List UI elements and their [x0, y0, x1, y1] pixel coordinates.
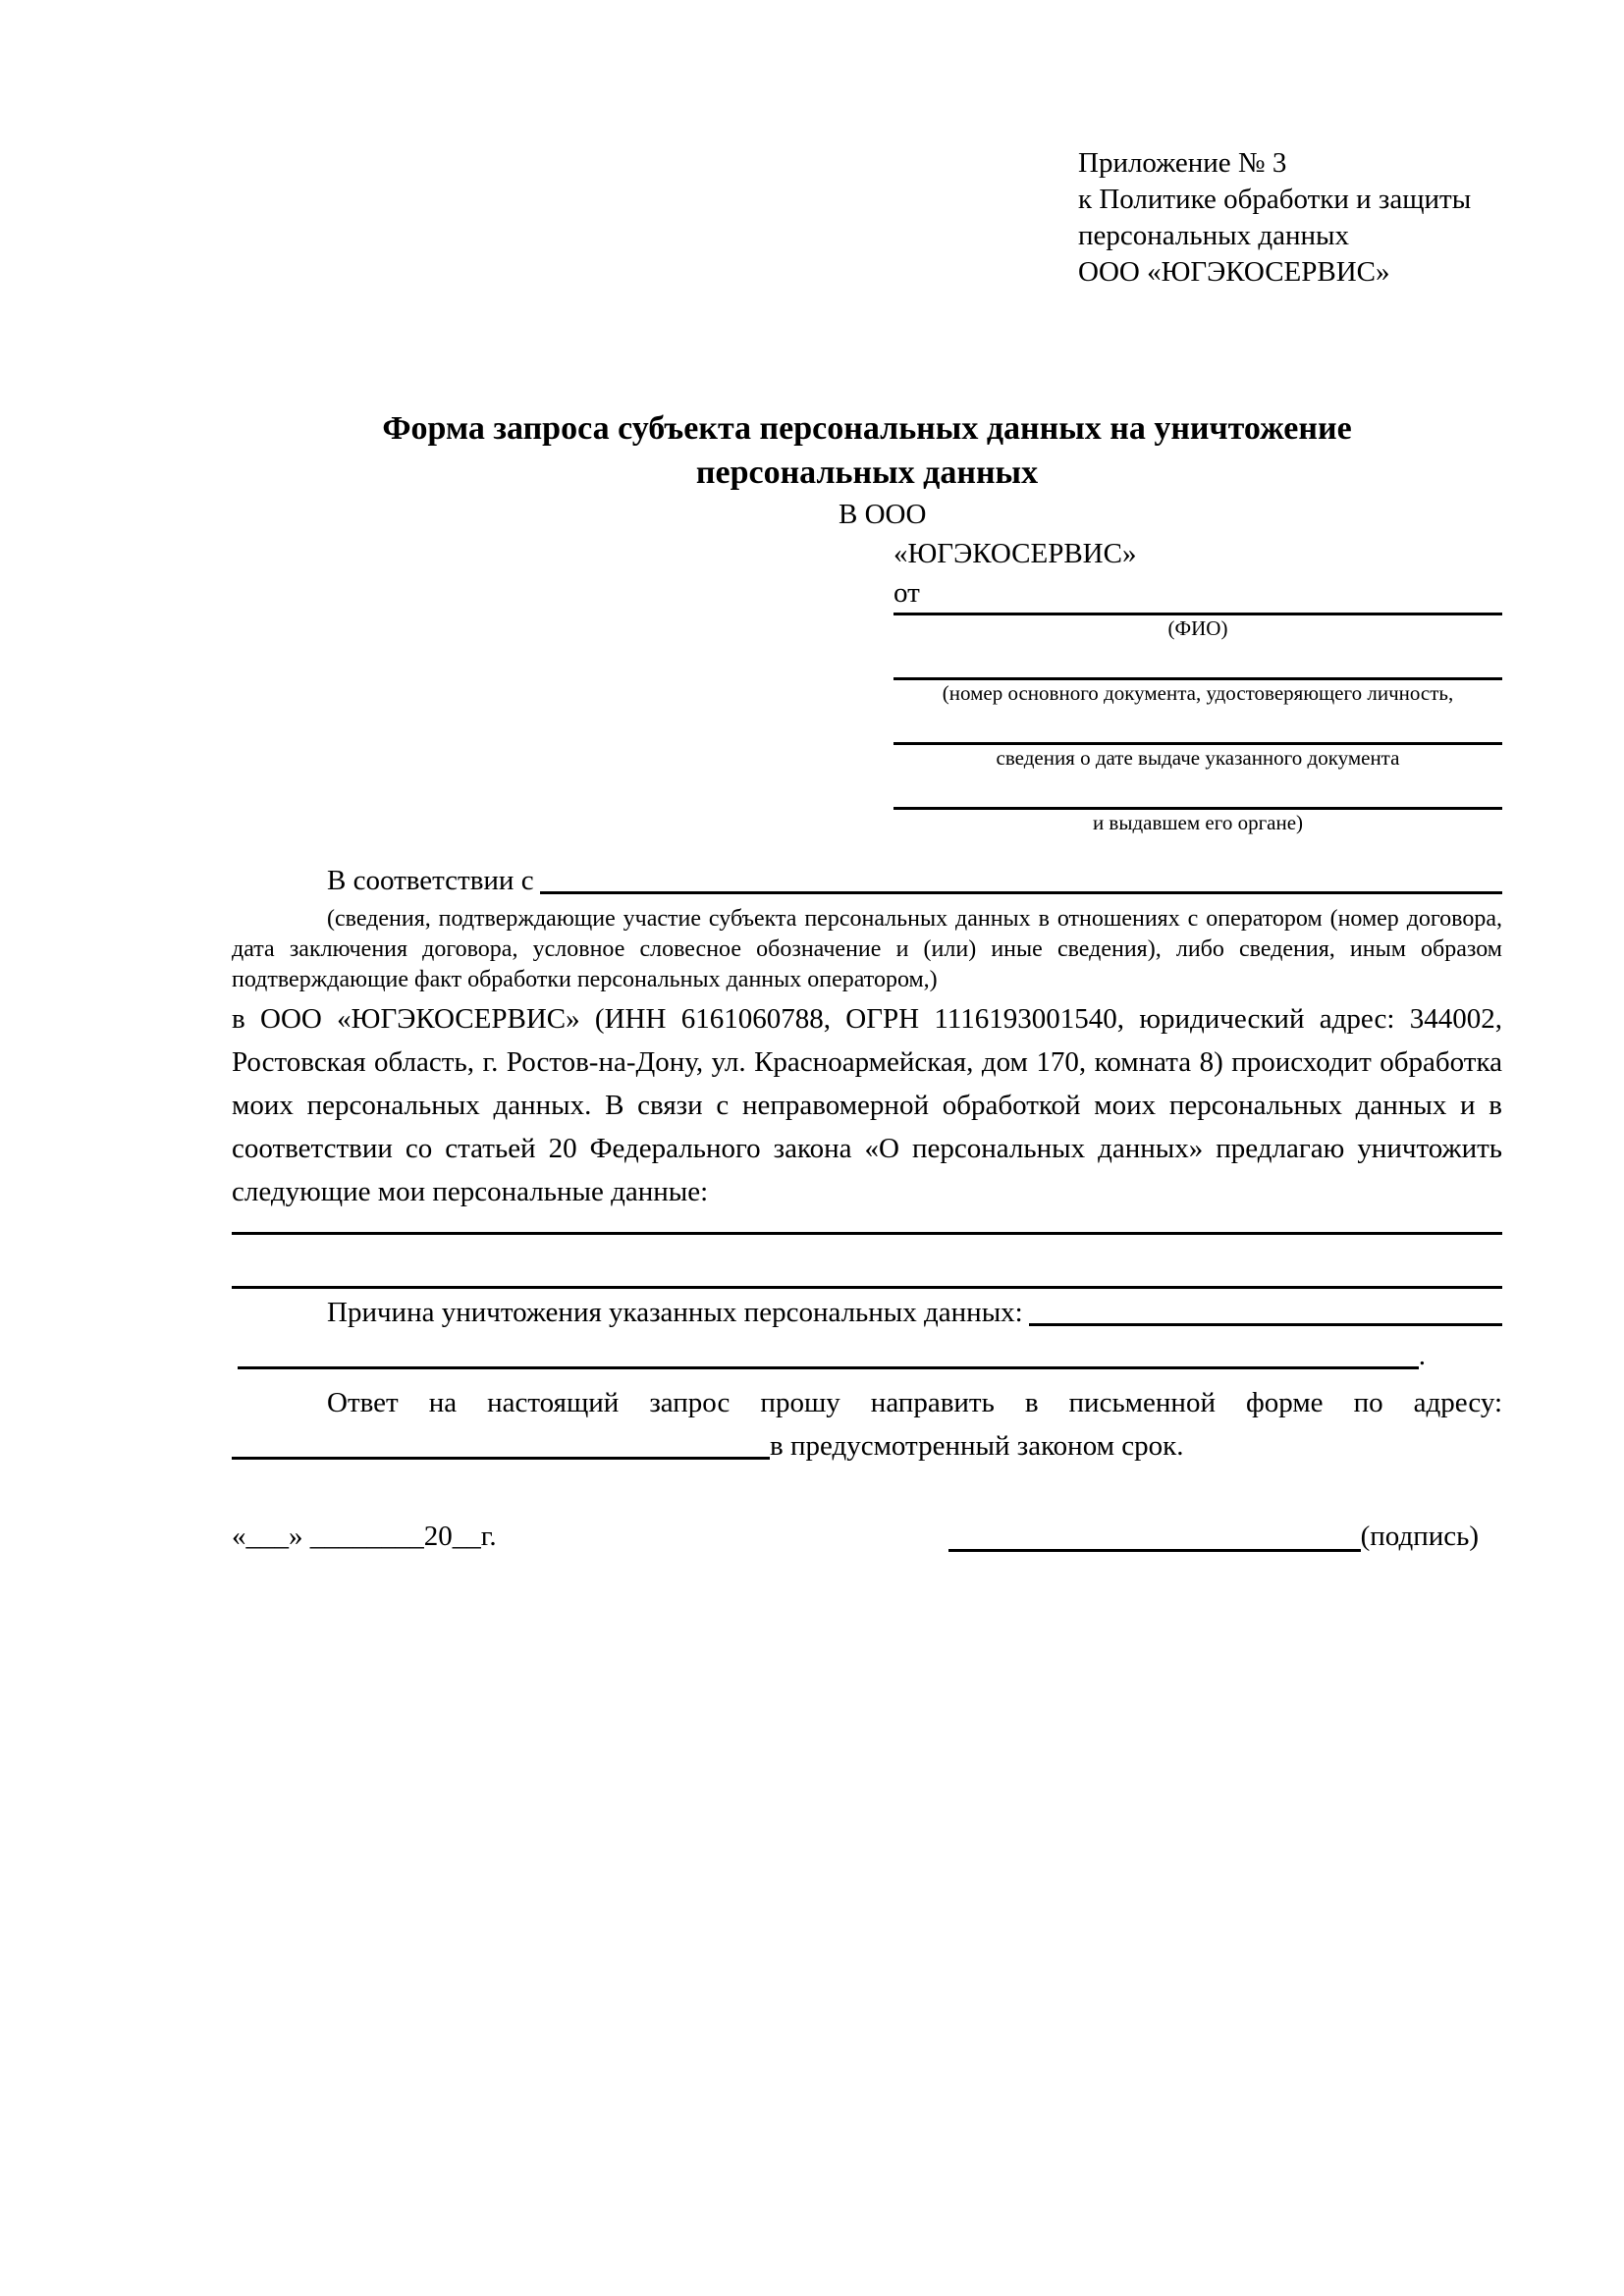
personal-data-blank-line-2	[232, 1235, 1502, 1289]
title-line-2: персональных данных	[695, 454, 1039, 491]
accordance-blank-field	[540, 891, 1502, 894]
reply-address-blank-field	[232, 1457, 770, 1460]
reason-blank-field-2	[238, 1366, 1419, 1369]
date-blank: «___» ________20__г.	[232, 1521, 497, 1552]
annex-note	[1078, 145, 1502, 291]
reply-address-line	[232, 1424, 1502, 1468]
addressee-org-prefix: В ООО	[839, 499, 927, 530]
reason-period: .	[1418, 1340, 1426, 1371]
reply-request-line: Ответ на настоящий запрос прошу направить в письменной форме по адресу:	[327, 1387, 1502, 1418]
personal-data-blank-line-1	[232, 1213, 1502, 1235]
annex-line: Приложение № 3	[1078, 147, 1287, 179]
issue-date-blank-field	[893, 706, 1502, 745]
addressee-details	[893, 534, 1502, 835]
fio-caption: (ФИО)	[1167, 616, 1228, 640]
addressee-org-name: «ЮГЭКОСЕРВИС»	[893, 538, 1137, 569]
signature-group	[948, 1515, 1479, 1558]
reply-term-text: в предусмотренный законом срок.	[770, 1430, 1184, 1462]
reason-label: Причина уничтожения указанных персональных данных:	[327, 1297, 1023, 1328]
annex-line: ООО «ЮГЭКОСЕРВИС»	[1078, 256, 1390, 288]
id-document-number-blank-field	[893, 641, 1502, 680]
addressee-block	[839, 495, 1502, 835]
signature-blank-field	[948, 1549, 1361, 1552]
annex-line: к Политике обработки и защиты	[1078, 184, 1472, 215]
main-paragraph: в ООО «ЮГЭКОСЕРВИС» (ИНН 6161060788, ОГРН 1116193001540, юридический адрес: 344002, Ростовская область, г. Ростов-на-Дону, ул. Красноармейская, дом 170, комната 8) происходит обработка моих персональных данных. В связи с неправомерной обработкой моих персональных данных и в соответствии со статьей 20 Федерального закона «О персональных данных» предлагаю уничтожить следующие мои персональные данные:	[232, 1003, 1502, 1207]
accordance-label: В соответствии с	[327, 865, 534, 896]
accordance-footnote: (сведения, подтверждающие участие субъекта персональных данных в отношениях с оператором (номер договора, дата заключения договора, условное словесное обозначение и (или) иные сведения), либо сведения, иным образом подтверждающие факт обработки персональных данных оператором,)	[232, 906, 1502, 992]
annex-line: персональных данных	[1078, 220, 1350, 251]
document-title	[232, 406, 1502, 495]
issue-date-caption: сведения о дате выдаче указанного документа	[996, 746, 1400, 770]
signoff-row	[232, 1515, 1502, 1558]
issuing-authority-blank-field	[893, 771, 1502, 810]
accordance-line	[232, 859, 1502, 902]
reason-blank-field	[1029, 1323, 1502, 1326]
id-document-caption: (номер основного документа, удостоверяющего личность,	[942, 681, 1454, 705]
reason-line	[232, 1291, 1502, 1334]
issuing-authority-caption: и выдавшем его органе)	[1092, 811, 1304, 834]
reason-continuation-line	[232, 1334, 1502, 1377]
signature-caption: (подпись)	[1360, 1521, 1479, 1552]
title-line-1: Форма запроса субъекта персональных данных на уничтожение	[382, 410, 1352, 447]
addressee-from-label: от	[893, 577, 920, 609]
